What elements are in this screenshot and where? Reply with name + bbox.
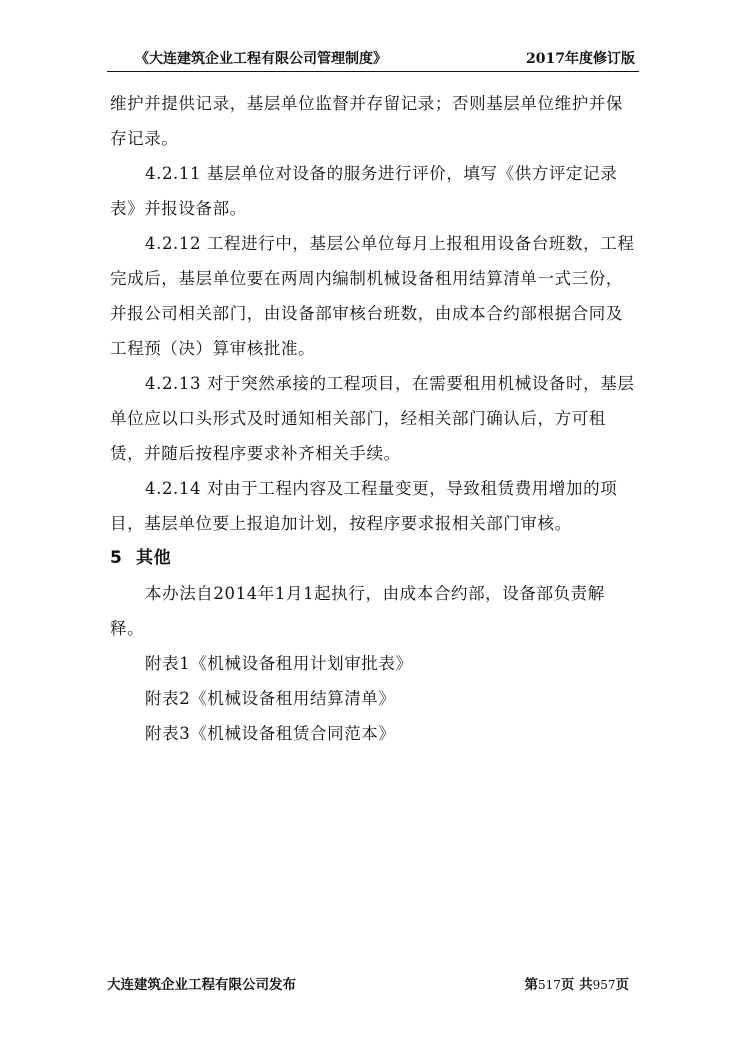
footer-publisher: 大连建筑企业工程有限公司发布 (107, 977, 296, 993)
section-title: 其他 (136, 548, 172, 568)
section-heading-5 (110, 541, 638, 576)
header-divider (107, 71, 639, 72)
document-body (110, 86, 638, 751)
paragraph-4-2-12: 4.2.12 工程进行中，基层公单位每月上报租用设备台班数，工程完成后，基层单位要在两周内编制机械设备租用结算清单一式三份，并报公司相关部门，由设备部审核台班数，由成本合约部根据合同及工程预（决）算审核批准。 (110, 234, 635, 358)
current-page: 517 (537, 978, 561, 992)
effective-date-paragraph: 本办法自2014年1月1起执行，由成本合约部，设备部负责解释。 (110, 584, 605, 638)
header-edition: 2017年度修订版 (526, 51, 635, 67)
page-prefix: 第 (524, 977, 538, 993)
paragraph-4-2-13: 4.2.13 对于突然承接的工程项目，在需要租用机械设备时，基层单位应以口头形式及时通知相关部门，经相关部门确认后，方可租赁，并随后按程序要求补齐相关手续。 (110, 374, 635, 463)
paragraph-4-2-11: 4.2.11 基层单位对设备的服务进行评价，填写《供方评定记录表》并报设备部。 (110, 164, 618, 218)
page-header (107, 48, 637, 70)
attachment-2: 附表2《机械设备租用结算清单》 (145, 689, 396, 708)
total-pages: 957 (592, 978, 616, 992)
section-number: 5 (110, 548, 123, 568)
page-suffix: 页 (615, 977, 629, 993)
paragraph-4-2-14: 4.2.14 对由于工程内容及工程量变更，导致租赁费用增加的项目，基层单位要上报追加计划，按程序要求报相关部门审核。 (110, 479, 618, 533)
page-number (524, 973, 629, 993)
attachment-3: 附表3《机械设备租赁合同范本》 (145, 724, 396, 743)
paragraph-continuation: 维护并提供记录，基层单位监督并存留记录；否则基层单位维护并保存记录。 (110, 94, 623, 148)
page-mid: 页 共 (560, 977, 593, 993)
attachment-1: 附表1《机械设备租用计划审批表》 (145, 654, 413, 673)
header-title: 《大连建筑企业工程有限公司管理制度》 (135, 51, 387, 67)
